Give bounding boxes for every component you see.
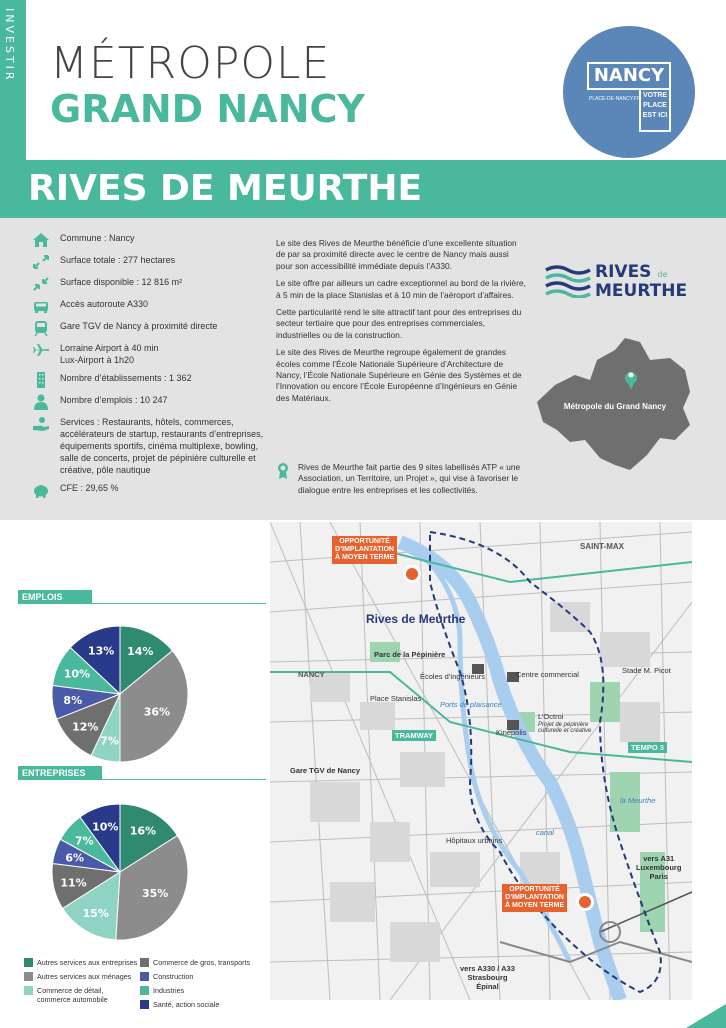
map-label: Parc de la Pépinière [374,650,446,659]
logo-small: de [657,270,668,279]
legend-item [24,972,131,981]
pie-data-label: 15% [82,906,109,920]
map-graphics [270,522,692,1000]
map-label: Stade M. Picot [622,666,671,675]
entreprises-section-label: ENTREPRISES [18,766,102,780]
emplois-divider [18,603,266,604]
legend-item [24,958,137,967]
fact-text: Nombre d’établissements : 1 362 [60,373,192,383]
legend-swatch [140,986,149,995]
logo-line1: RIVES [595,262,652,282]
fact-text: Lorraine Airport à 40 min Lux-Airport à 1h20 [60,343,159,365]
legend-label: Autres services aux entreprises [37,958,138,967]
waves-icon [545,264,591,298]
fact-text: Nombre d’emplois : 10 247 [60,395,168,405]
logo-line2: MEURTHE [595,281,688,301]
legend-swatch [140,1000,149,1009]
facts-list [30,232,270,504]
legend-label: Construction [153,972,194,981]
corner-decoration [686,1004,726,1028]
legend-swatch [140,972,149,981]
map-label: Kinépolis [496,728,527,737]
fact-commune [30,232,270,248]
legend-item [24,986,136,1004]
legend-item [140,986,184,995]
page-title-line1: MÉTROPOLE [50,38,331,89]
pie-data-label: 6% [65,851,85,865]
site-name: RIVES DE MEURTHE [28,168,423,209]
building-icon [30,372,52,388]
entreprises-pie-chart [40,792,200,952]
pie-data-label: 13% [87,644,115,658]
legend-item [140,972,193,981]
pie-data-label: 10% [63,667,91,681]
legend-swatch [140,958,149,967]
map-label: canal [536,828,554,837]
fact-text: Services : Restaurants, hôtels, commerces, accélérateurs de startup, restaurants d’entreprises, équipements sportifs, cinéma multiplexe, bowling, salle de concerts, projet de pépinière culturelle et créative, pôle nautique [60,417,264,475]
page-title-line2: GRAND NANCY [50,87,365,131]
fact-services [30,416,270,476]
person-icon [30,394,52,410]
description-paragraph: Le site des Rives de Meurthe bénéficie d’une excellente situation de par sa proximité directe avec le centre de Nancy mais aussi pour son accessibilité immédiate depuis l’A330. [276,238,517,271]
opportunity-label: OPPORTUNITÉ D’IMPLANTATION À MOYEN TERME [332,536,397,564]
legend-swatch [24,972,33,981]
description-paragraph: Cette particularité rend le site attractif tant pour des entreprises du secteur tertiaire que pour des entreprises commerciales, industrielles ou de la construction. [276,307,522,340]
emplois-pie-chart [40,614,200,774]
pie-data-label: 8% [63,693,83,707]
map-label: TEMPO 3 [628,742,667,753]
pie-data-label: 36% [143,705,171,719]
plane-icon [30,342,52,358]
entreprises-divider [18,779,266,780]
fact-text: Gare TGV de Nancy à proximité directe [60,321,218,331]
badge-brand: NANCY [587,62,671,90]
map-label: TRAMWAY [392,730,436,741]
pie-data-label: 14% [127,644,154,658]
opportunity-label: OPPORTUNITÉ D’IMPLANTATION À MOYEN TERME [502,884,567,912]
map-label: Place Stanislas [370,694,422,703]
atp-label-note [276,462,526,496]
badge-url: PLACE-DE-NANCY.FR [589,96,641,102]
badge-tagline: VOTRE PLACE EST ICI [639,88,671,132]
pie-data-label: 10% [92,820,119,834]
legend-swatch [24,986,33,995]
expand-arrows-icon [30,254,52,270]
award-ribbon-icon [276,462,294,480]
fact-text: CFE : 29,65 % [60,483,119,493]
legend-label: Commerce de gros, transports [153,958,251,967]
map-label: SAINT-MAX [580,542,624,551]
home-icon [30,232,52,248]
description-paragraph: Le site des Rives de Meurthe regroupe également de grandes écoles comme l’École Nationale Supérieure d’Architecture de Nancy, l’École Nationale Supérieure en Génie des Systèmes et de l’Innovation ou encore l’École Européenne d’Ingénieurs en Génie des Matériaux. [276,347,522,403]
description-paragraph: Le site offre par ailleurs un cadre exceptionnel au bord de la rivière, à 5 min de la place Stanislas et à 10 min de l’aéroport d’affaires. [276,278,526,300]
legend-label: Commerce de détail, commerce automobile [37,986,108,1004]
logo-text [595,264,687,300]
fact-surface-disponible [30,276,270,292]
map-label: Gare TGV de Nancy [290,766,361,775]
pie-data-label: 7% [74,834,94,848]
map-label: vers A330 / A33 Strasbourg Épinal [460,964,515,991]
fact-text: Commune : Nancy [60,233,135,243]
fact-gare [30,320,270,336]
fact-text: Surface disponible : 12 816 m² [60,277,183,287]
compress-arrows-icon [30,276,52,292]
legend-label: Industries [153,986,185,995]
map-label: Hôpitaux urbains [446,836,503,845]
map-label: la Meurthe [620,796,656,805]
site-description [276,238,526,410]
fact-text: Accès autoroute A330 [60,299,149,309]
map-label: L’Octroi [538,712,564,721]
atp-text: Rives de Meurthe fait partie des 9 sites labellisés ATP « une Association, un Territoire, un Projet », qui vise à favoriser le dialogue entre les entreprises et les collectivités. [298,462,521,495]
fact-etablissements [30,372,270,388]
pie-data-label: 11% [60,876,87,890]
fact-emplois [30,394,270,410]
car-icon [30,298,52,314]
train-icon [30,320,52,336]
legend-item [140,958,250,967]
legend-item [140,1000,219,1009]
metropole-label: Métropole du Grand Nancy [563,402,667,411]
legend-swatch [24,958,33,967]
map-label: Projet de pépinière culturelle et créative [538,722,592,734]
pie-data-label: 35% [141,886,169,900]
map-label: Rives de Meurthe [366,612,466,626]
map-label: NANCY [298,670,325,679]
services-icon [30,416,52,432]
piggy-bank-icon [30,482,52,498]
emplois-section-label: EMPLOIS [18,590,92,604]
fact-autoroute [30,298,270,314]
side-tab [0,0,26,160]
pie-data-label: 12% [72,720,99,734]
map-label: Écoles d’ingénieurs [420,672,486,681]
nancy-badge-logo [563,26,695,158]
side-tab-label: INVESTIR [3,8,16,83]
map-label: Centre commercial [516,670,579,679]
fact-cfe [30,482,270,498]
pie-data-label: 16% [129,824,157,838]
site-map [270,522,692,1000]
legend-label: Autres services aux ménages [37,972,132,981]
rives-de-meurthe-logo [545,264,695,304]
map-label: Ports de plaisance [440,700,502,709]
fact-surface-totale [30,254,270,270]
pie-data-label: 7% [100,734,119,748]
fact-text: Surface totale : 277 hectares [60,255,176,265]
site-banner [0,160,726,218]
fact-airport [30,342,270,366]
map-label: vers A31 Luxembourg Paris [636,854,682,881]
legend-label: Santé, action sociale [153,1000,220,1009]
